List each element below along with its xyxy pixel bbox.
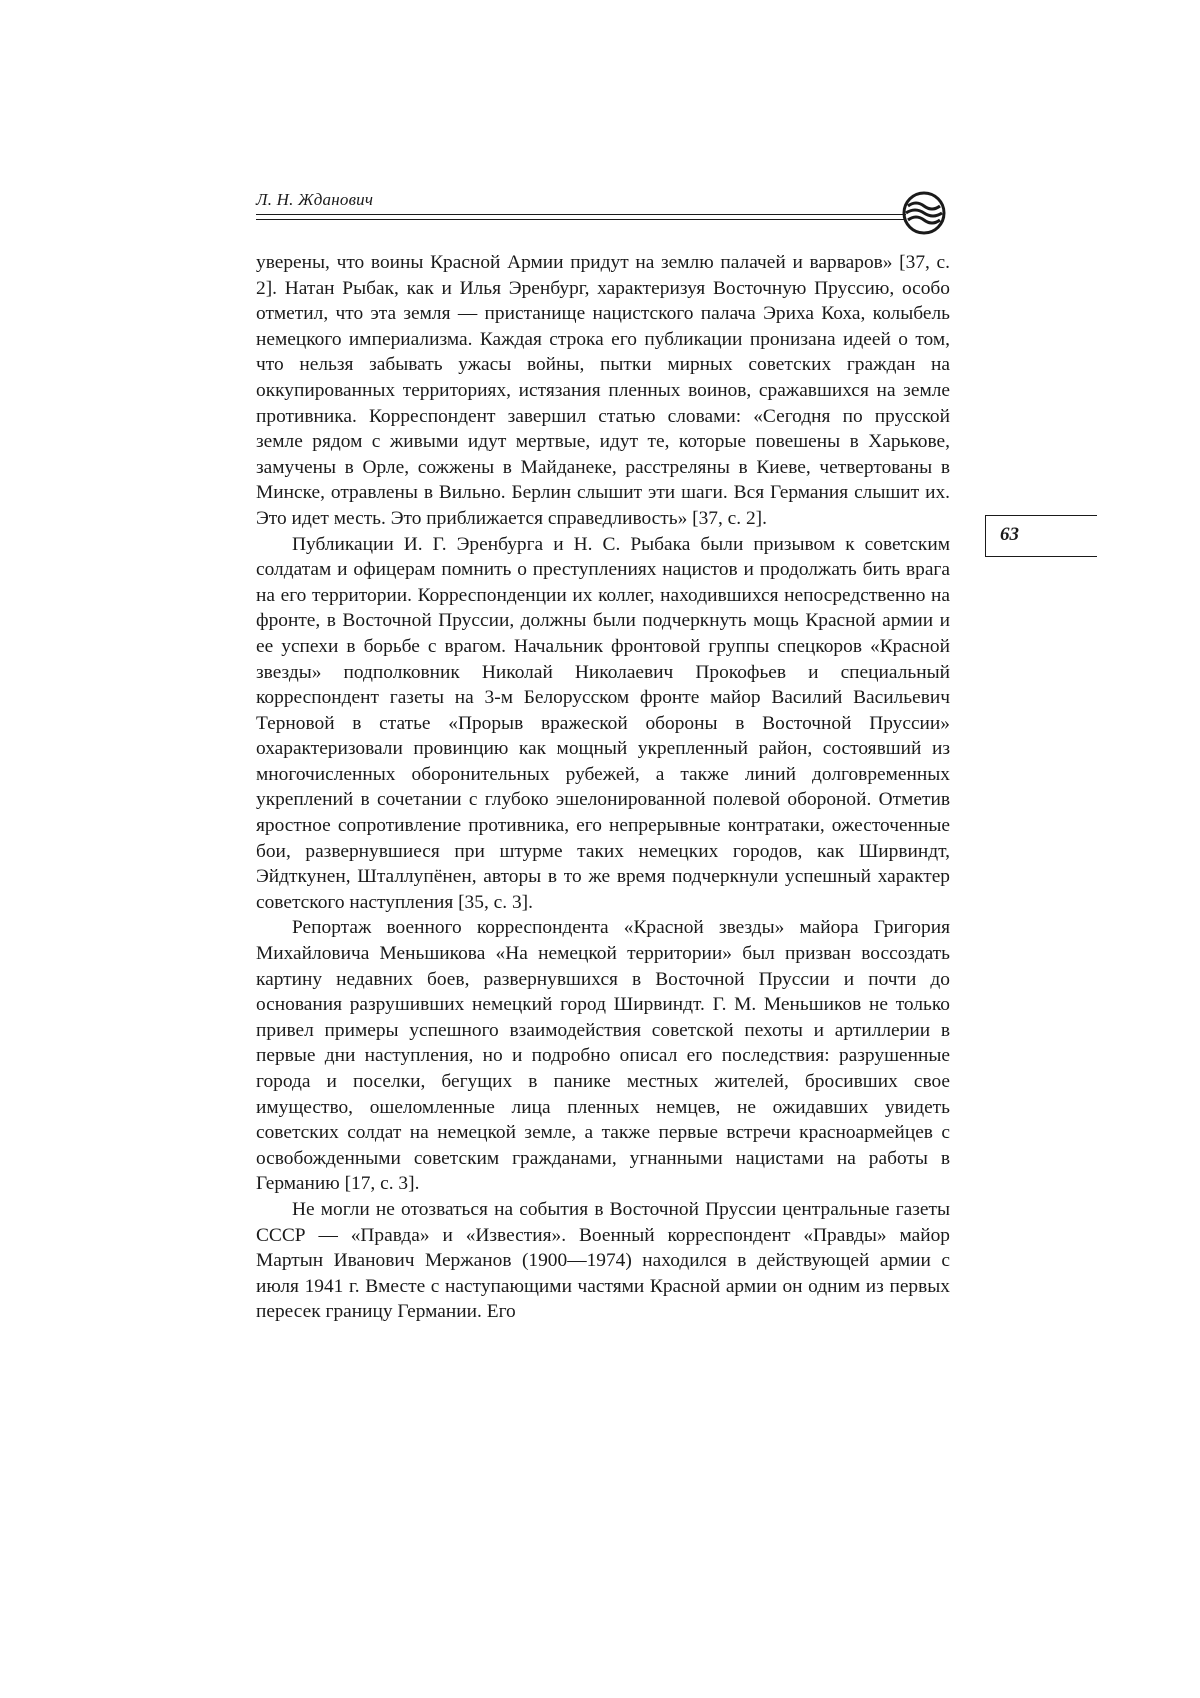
page-number: 63 (1000, 524, 1019, 545)
page-number-box (985, 515, 1097, 557)
paragraph: уверены, что воины Красной Армии придут на землю палачей и варваров» [37, с. 2]. Натан Рыбак, как и Илья Эренбург, характеризуя Восточную Пруссию, особо отметил, что эта земля — пристанище нацистского палача Эриха Коха, колыбель немецкого империализма. Каждая строка его публикации пронизана идеей о том, что нельзя забывать ужасы войны, пытки мирных советских граждан на оккупированных территориях, истязания пленных воинов, сражавшихся на земле противника. Корреспондент завершил статью словами: «Сегодня по прусской земле рядом с живыми идут мертвые, идут те, которые повешены в Харькове, замучены в Орле, сожжены в Майданеке, расстреляны в Киеве, четвертованы в Минске, отравлены в Вильно. Берлин слышит эти шаги. Вся Германия слышит их. Это идет месть. Это приближается справедливость» [37, с. 2]. (256, 252, 950, 529)
body-text (256, 250, 950, 1325)
header-rule (256, 214, 906, 215)
paragraph: Репортаж военного корреспондента «Красной звезды» майора Григория Михайловича Меньшикова «На немецкой территории» был призван воссоздать картину недавних боев, развернувшихся в Восточной Пруссии и почти до основания разрушивших немецкий город Ширвиндт. Г. М. Меньшиков не только привел примеры успешного взаимодействия советской пехоты и артиллерии в первые дни наступления, но и подробно описал его последствия: разрушенные города и поселки, бегущих в панике местных жителей, бросивших свое имущество, ошеломленные лица пленных немцев, не ожидавших увидеть советских солдат на немецкой земле, а также первые встречи красноармейцев с освобожденными советским гражданами, угнанными нацистами на работы в Германию [17, с. 3]. (256, 917, 950, 1195)
running-header-author: Л. Н. Жданович (256, 190, 374, 209)
journal-wave-logo-icon (900, 190, 948, 236)
paragraph: Публикации И. Г. Эренбурга и Н. С. Рыбака были призывом к советским солдатам и офицерам помнить о преступлениях нацистов и продолжать бить врага на его территории. Корреспонденции их коллег, находившихся непосредственно на фронте, в Восточной Пруссии, должны были подчеркнуть мощь Красной армии и ее успехи в борьбе с врагом. Начальник фронтовой группы спецкоров «Красной звезды» подполковник Николай Николаевич Прокофьев и специальный корреспондент газеты на 3-м Белорусском фронте майор Василий Васильевич Терновой в статье «Прорыв вражеской обороны в Восточной Пруссии» охарактеризовали провинцию как мощный укрепленный район, состоявший из многочисленных оборонительных рубежей, а также линий долговременных укреплений в сочетании с глубоко эшелонированной полевой обороной. Отметив яростное сопротивление противника, его непрерывные контратаки, ожесточенные бои, развернувшиеся при штурме таких немецких городов, как Ширвиндт, Эйдткунен, Шталлупёнен, авторы в то же время подчеркнули успешный характер советского наступления [35, с. 3]. (256, 533, 950, 913)
paragraph: Не могли не отозваться на события в Восточной Пруссии центральные газеты СССР — «Правда» и «Известия». Военный корреспондент «Правды» майор Мартын Иванович Мержанов (1900—1974) находился в действующей армии с июля 1941 г. Вместе с наступающими частями Красной армии он одним из первых пересек границу Германии. Его (256, 1198, 950, 1323)
header-rule-thin (256, 219, 906, 220)
